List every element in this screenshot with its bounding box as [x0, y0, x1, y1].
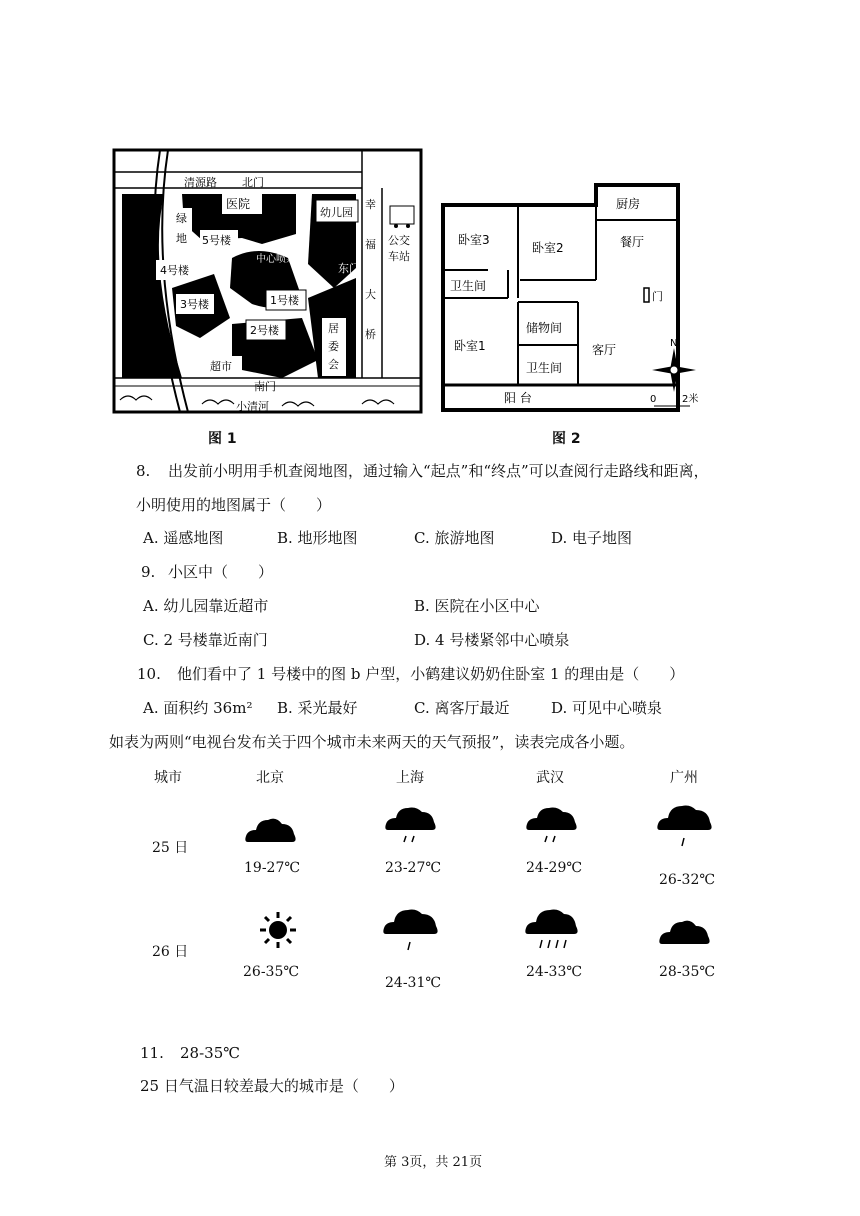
compass-north-label: N [670, 338, 678, 349]
q10-option-b[interactable]: B. 采光最好 [277, 699, 358, 717]
figure-1-map [112, 148, 424, 414]
map-east-gate: 东门 [338, 262, 360, 275]
drizzle-icon [382, 908, 440, 960]
q9-option-c[interactable]: C. 2 号楼靠近南门 [143, 631, 268, 649]
map-bridge-4: 桥 [365, 328, 376, 341]
plan-storage: 储物间 [526, 321, 563, 335]
weather-day-26: 26 日 [152, 944, 189, 960]
q11-stem: 25 日气温日较差最大的城市是（ ） [140, 1077, 404, 1095]
plan-bathroom-2: 卫生间 [526, 361, 563, 375]
q10-option-c[interactable]: C. 离客厅最近 [414, 699, 510, 717]
temp-wuhan-25: 24-29℃ [526, 860, 583, 876]
temp-shanghai-26: 24-31℃ [385, 975, 442, 991]
q8-option-b[interactable]: B. 地形地图 [277, 529, 358, 547]
map-committee-3: 会 [328, 358, 339, 371]
figure-2-floor-plan [438, 180, 706, 416]
q11-number: 11. [140, 1044, 164, 1062]
map-bridge-2: 福 [365, 238, 376, 251]
light-rain-icon [384, 806, 438, 854]
q9-number: 9. [141, 563, 156, 581]
temp-shanghai-25: 23-27℃ [385, 860, 442, 876]
q8-option-c[interactable]: C. 旅游地图 [414, 529, 495, 547]
map-building-1: 1号楼 [270, 294, 299, 307]
weather-intro: 如表为两则“电视台发布关于四个城市未来两天的天气预报”，读表完成各小题。 [109, 733, 635, 751]
map-south-gate: 南门 [254, 380, 276, 393]
q10-number: 10. [137, 665, 161, 683]
q9-option-d[interactable]: D. 4 号楼紧邻中心喷泉 [414, 631, 570, 649]
sun-icon [258, 910, 298, 954]
map-supermarket: 超市 [210, 360, 232, 373]
floor-plan-svg [438, 180, 706, 416]
q9-stem: 小区中（ ） [168, 563, 274, 581]
map-bridge-3: 大 [365, 288, 376, 301]
q9-option-a[interactable]: A. 幼儿园靠近超市 [143, 597, 269, 615]
figure-1-caption: 图 1 [208, 431, 237, 447]
map-bridge-1: 幸 [365, 198, 376, 211]
map-committee-1: 居 [328, 322, 339, 335]
map-north-gate: 北门 [242, 176, 264, 189]
weather-city-guangzhou: 广州 [670, 770, 698, 786]
plan-bedroom-3: 卧室3 [458, 233, 490, 247]
moderate-rain-icon [524, 908, 580, 960]
scale-zero: 0 [650, 394, 657, 405]
plan-bathroom-1: 卫生间 [450, 279, 487, 293]
map-building-3: 3号楼 [180, 298, 209, 311]
temp-beijing-25: 19-27℃ [244, 860, 301, 876]
weather-city-shanghai: 上海 [396, 770, 424, 786]
plan-balcony: 阳 台 [504, 391, 532, 405]
figure-2-caption: 图 2 [552, 431, 581, 447]
plan-door: 门 [652, 290, 663, 303]
plan-bedroom-1: 卧室1 [454, 339, 486, 353]
map-road-label: 清源路 [184, 176, 217, 189]
temp-guangzhou-26: 28-35℃ [659, 964, 716, 980]
cloud-icon [244, 812, 298, 850]
temp-guangzhou-25: 26-32℃ [659, 872, 716, 888]
plan-kitchen: 厨房 [616, 197, 641, 211]
map-building-5: 5号楼 [202, 234, 231, 247]
q8-option-d[interactable]: D. 电子地图 [551, 529, 633, 547]
map-committee-2: 委 [328, 340, 339, 353]
temp-beijing-26: 26-35℃ [243, 964, 300, 980]
q11-text: 28-35℃ [180, 1044, 241, 1062]
q8-stem-line1: 出发前小明用手机查阅地图，通过输入“起点”和“终点”可以查阅行走路线和距离， [168, 462, 709, 480]
temp-wuhan-26: 24-33℃ [526, 964, 583, 980]
map-river: 小清河 [236, 400, 269, 413]
map-bus-2: 车站 [388, 250, 410, 263]
plan-dining: 餐厅 [620, 235, 645, 249]
q8-number: 8. [136, 462, 151, 480]
plan-living: 客厅 [592, 343, 617, 357]
map-building-4: 4号楼 [160, 264, 189, 277]
community-map-svg [112, 148, 424, 414]
map-building-2: 2号楼 [250, 324, 279, 337]
plan-bedroom-2: 卧室2 [532, 241, 564, 255]
light-rain-icon [525, 806, 579, 854]
weather-city-wuhan: 武汉 [536, 770, 564, 786]
map-bus-1: 公交 [388, 234, 410, 247]
map-kindergarten: 幼儿园 [320, 206, 353, 219]
q8-stem-line2: 小明使用的地图属于（ ） [136, 496, 332, 514]
weather-header-city: 城市 [154, 770, 182, 786]
q10-option-a[interactable]: A. 面积约 36m² [143, 699, 253, 717]
map-fountain: 中心喷泉 [256, 254, 296, 265]
map-green-1: 绿 [176, 212, 187, 225]
map-hospital: 医院 [226, 197, 251, 211]
weather-day-25: 25 日 [152, 840, 189, 856]
map-green-2: 地 [176, 232, 187, 245]
weather-city-beijing: 北京 [256, 770, 284, 786]
q10-option-d[interactable]: D. 可见中心喷泉 [551, 699, 663, 717]
cloud-icon [658, 914, 712, 952]
drizzle-icon [656, 804, 714, 856]
q10-stem: 他们看中了 1 号楼中的图 b 户型，小鹤建议奶奶住卧室 1 的理由是（ ） [177, 665, 685, 683]
page-footer: 第 3页，共 21页 [384, 1155, 483, 1170]
q9-option-b[interactable]: B. 医院在小区中心 [414, 597, 540, 615]
scale-length: 2米 [682, 394, 699, 405]
q8-option-a[interactable]: A. 遥感地图 [143, 529, 224, 547]
